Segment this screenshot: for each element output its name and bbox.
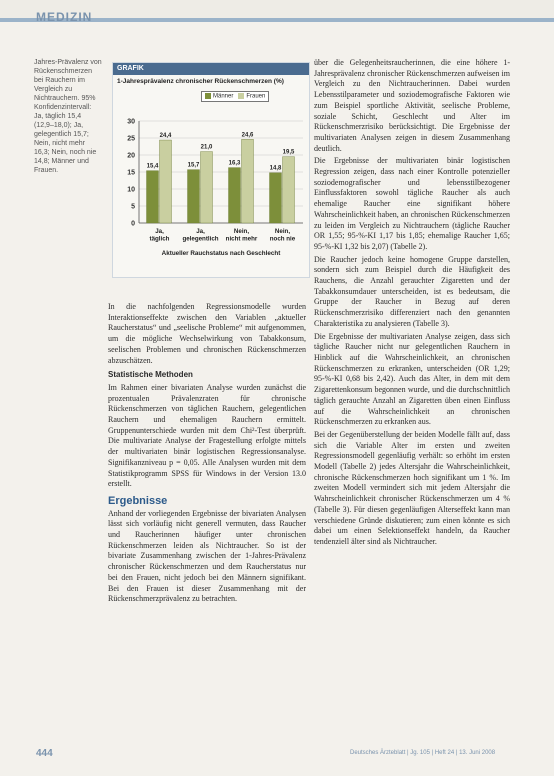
bar-frauen [160, 140, 172, 223]
bar-frauen [242, 139, 254, 223]
x-axis-label: Aktueller Rauchstatus nach Geschlecht [161, 250, 281, 257]
x-tick-label: Ja, [196, 228, 205, 235]
x-tick-label: noch nie [269, 235, 296, 243]
page-number: 444 [36, 748, 53, 759]
methods-paragraph: Im Rahmen einer bivariaten Analyse wurden zunächst die prozentualen Prävalenzraten für chronische Rückenschmerzen von täglichen Rauchern, gelegentlichen Rauchern und ehemaligen Rauchern ermittelt. Gruppenunterschiede wurden mit dem Chi²-Test überprüft. Die multivariate Analyse der Fragestellung erfolgte mittels der multivariaten binär logistischen Regressionsanalyse. Signifikanzniveau p = 0,05. Alle Analysen wurden mit dem Statistikprogramm SPSS für Windows in der Version 13.0 erstellt. [108, 382, 306, 489]
legend-label-frauen: Frauen [246, 93, 266, 100]
right-column [314, 58, 510, 550]
methods-heading: Statistische Methoden [108, 370, 193, 380]
y-tick-label: 10 [127, 186, 135, 194]
data-label: 24,6 [241, 132, 254, 139]
results-heading: Ergebnisse [108, 494, 168, 507]
bar-maenner [188, 170, 200, 223]
y-tick-label: 0 [131, 220, 135, 228]
results-paragraph: Anhand der vorliegenden Ergebnisse der bivariaten Analysen lässt sich vorläufig nicht generell vermuten, dass Raucher und Raucherinnen häufiger unter chronischen Rückenschmerzen leiden als Nichtraucher. So ist der bivariate Zusammenhang zwischen der 1-Jahres-Prävalenz chronischer Rückenschmerzen und dem Raucherstatus nur bei den Frauen, nicht jedoch bei den Männern signifikant. Bei den Frauen ist dieser Zusammenhang mit der Rückenschmerzprävalenz zu betrachten. [108, 508, 306, 604]
bar-frauen [201, 152, 213, 223]
x-tick-label: nicht mehr [225, 235, 258, 243]
intro-paragraph: In die nachfolgenden Regressionsmodelle wurden Interaktionseffekte zwischen den Variablen „aktueller Raucherstatus“ und „seelische Probleme“ mit aufgenommen, um die mögliche Wechselwirkung von Tabakkonsum, seelischen Problemen und chronischen Rückenschmerzen abzuschätzen. [108, 302, 306, 365]
right-paragraph-4: Die Ergebnisse der multivariaten Analyse zeigen, dass sich tägliche Raucher nicht nur gelegentlichen Rauchern in Hinblick auf die Wahrscheinlichkeit, an chronischen Rückenschmerzen zu erkranken, unterscheiden (OR 1,29; 95-%-KI 0,68 bis 2,42). Auch das Alter, in dem mit dem Zigarettenkonsum begonnen wurde, und die durchschnittlich täglich gerauchte Anzahl an Zigaretten üben einen Einfluss auf die Wahrscheinlichkeit an chronischen Rückenschmerzen zu erkranken aus. [314, 331, 510, 427]
y-tick-label: 20 [127, 152, 135, 160]
bar-maenner [270, 173, 282, 223]
bar-maenner [147, 171, 159, 223]
section-title: MEDIZIN [36, 10, 93, 24]
data-label: 15,4 [146, 163, 159, 170]
x-tick-label: täglich [149, 235, 170, 243]
figure-box [112, 62, 310, 278]
figure-caption: Jahres-Prävalenz von Rückenschmerzen bei Rauchern im Vergleich zu Nichtrauchern. 95% Konfidenzintervall: Ja, täglich 15,4 (12,9–18,0); Ja, gelegentlich 15,7; Nein, nicht mehr 16,3; Nein, noch nie 14,8; Männer und Frauen. [34, 59, 102, 174]
legend-label-maenner: Männer [213, 93, 234, 100]
x-tick-label: Ja, [155, 228, 164, 235]
right-paragraph-2: Die Ergebnisse der multivariaten binär logistischen Regression zeigen, dass nach einer Kontrolle potenzieller soziodemografischer und lebensstilbezogener Einflussfaktoren sowohl tägliche Raucher als auch ehemalige Raucher eine signifikant höhere Wahrscheinlichkeit haben, an chronischen Rückenschmerzen zu leiden im Vergleich zu Nichtrauchern (tägliche Raucher OR 1,55; 95-%-KI 1,17 bis 1,85; ehemalige Raucher 1,65; 95-%-KI 1,32 bis 2,07) (Tabelle 2). [314, 156, 510, 251]
right-paragraph-1: über die Gelegenheitsraucherinnen, die eine höhere 1-Jahresprävalenz chronischer Rückenschmerzen aufweisen im Vergleich zu den Nichtraucherinnen. Dabei wurden Lebensstilparameter und soziodemografische Faktoren wie zum Beispiel sportliche Aktivität, seelische Probleme, soziale Schicht, Geschlecht und Alter im Rückenschmerzrisiko berücksichtigt. Die Ergebnisse der multivariaten Analysen zeigen in diesem Zusammenhang deutlich. [314, 58, 510, 153]
y-tick-label: 5 [131, 203, 135, 211]
data-label: 16,3 [228, 160, 241, 167]
data-label: 14,8 [269, 165, 282, 172]
data-label: 15,7 [187, 162, 200, 169]
y-tick-label: 15 [127, 169, 135, 177]
x-tick-label: Nein, [274, 228, 291, 235]
journal-footer: Deutsches Ärzteblatt | Jg. 105 | Heft 24 | 13. Juni 2008 [350, 750, 496, 756]
bar-maenner [229, 168, 241, 223]
data-label: 24,4 [159, 133, 172, 140]
data-label: 21,0 [200, 144, 213, 151]
y-tick-label: 30 [127, 118, 135, 126]
y-tick-label: 25 [127, 135, 135, 143]
right-paragraph-3: Die Raucher jedoch keine homogene Gruppe darstellen, sondern sich zum Beispiel durch die Häufigkeit des Rauchens, die Anzahl gerauchter Zigaretten und der Tabakkonsumdauer unterscheiden, ist es bedeutsam, die Gruppe der Raucher in Bezug auf deren Rückenschmerzrisiko differenziert nach den genannten Charakteristika zu analysieren (Tabelle 3). [314, 254, 510, 328]
x-tick-label: Nein, [233, 228, 250, 235]
x-tick-label: gelegentlich [182, 235, 219, 243]
bar-frauen [283, 157, 295, 223]
data-label: 19,5 [282, 149, 295, 156]
bar-chart [113, 63, 309, 277]
right-paragraph-5: Bei der Gegenüberstellung der beiden Modelle fällt auf, dass sich die Variable Alter im ersten und zweiten Regressionsmodell gegenläufig verhält: so erhöht im ersten Modell (Tabelle 2) jedes Altersjahr die Wahrscheinlichkeit, chronische Rückenschmerzen hoch signifikant um 1 %. Im zweiten Modell vermindert sich mit jedem Altersjahr die Wahrscheinlichkeit chronischer Rückenschmerzen um 4 % (Tabelle 3). Für diesen gegenläufigen Alterseffekt kann man verschiedene Gründe diskutieren; zum einen könnte es sich dabei um einen Selektionseffekt handeln, da Raucher tendenziell älter sind als Nichtraucher. [314, 429, 510, 546]
left-column [108, 302, 306, 607]
figure-tag: GRAFIK [113, 63, 309, 75]
chart-title: 1-Jahresprävalenz chronischer Rückenschmerzen (%) [117, 78, 284, 85]
